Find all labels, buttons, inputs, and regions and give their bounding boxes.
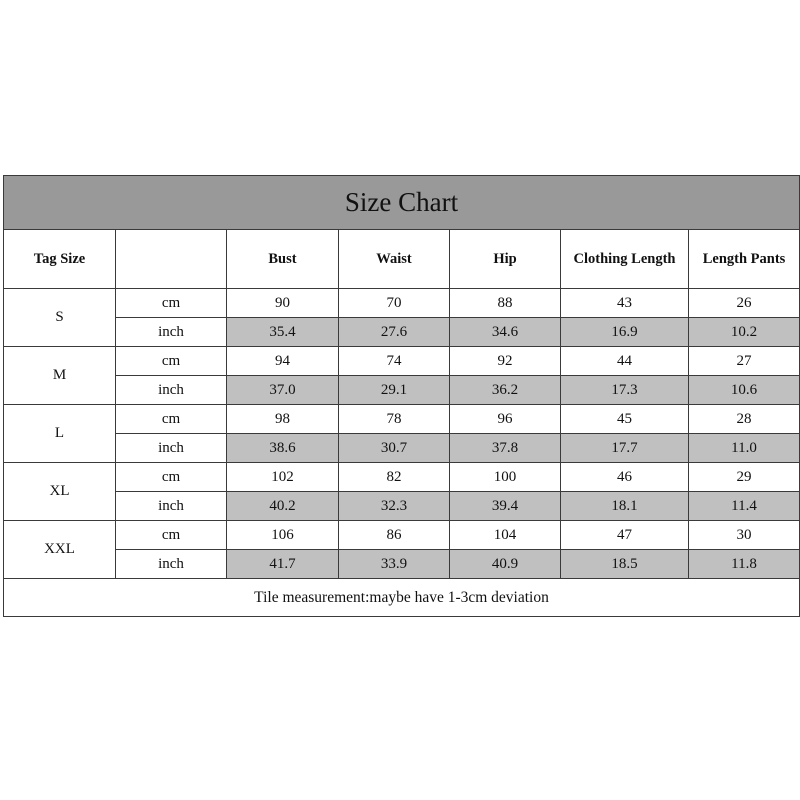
table-row-cm	[4, 347, 800, 376]
header-tag-size: Tag Size	[4, 230, 116, 289]
unit-label: inch	[116, 550, 227, 579]
measurement-cell: 82	[339, 463, 450, 492]
measurement-cell: 17.7	[561, 434, 689, 463]
header-hip: Hip	[450, 230, 561, 289]
tag-size-cell: XL	[4, 463, 116, 521]
measurement-cell: 98	[227, 405, 339, 434]
deviation-note: Tile measurement:maybe have 1-3cm deviation	[4, 579, 800, 617]
chart-title: Size Chart	[4, 176, 800, 230]
measurement-cell: 36.2	[450, 376, 561, 405]
table-row-inch	[4, 318, 800, 347]
measurement-cell: 47	[561, 521, 689, 550]
measurement-cell: 37.0	[227, 376, 339, 405]
measurement-cell: 39.4	[450, 492, 561, 521]
measurement-cell: 102	[227, 463, 339, 492]
measurement-cell: 30.7	[339, 434, 450, 463]
title-row	[4, 176, 800, 230]
header-clothing-length: Clothing Length	[561, 230, 689, 289]
measurement-cell: 106	[227, 521, 339, 550]
unit-label: cm	[116, 463, 227, 492]
measurement-cell: 11.4	[689, 492, 800, 521]
measurement-cell: 88	[450, 289, 561, 318]
measurement-cell: 33.9	[339, 550, 450, 579]
measurement-cell: 11.8	[689, 550, 800, 579]
measurement-cell: 30	[689, 521, 800, 550]
measurement-cell: 34.6	[450, 318, 561, 347]
measurement-cell: 78	[339, 405, 450, 434]
unit-label: inch	[116, 492, 227, 521]
measurement-cell: 10.6	[689, 376, 800, 405]
measurement-cell: 92	[450, 347, 561, 376]
measurement-cell: 27	[689, 347, 800, 376]
measurement-cell: 90	[227, 289, 339, 318]
measurement-cell: 28	[689, 405, 800, 434]
table-row-cm	[4, 463, 800, 492]
table-row-cm	[4, 521, 800, 550]
unit-label: inch	[116, 318, 227, 347]
measurement-cell: 35.4	[227, 318, 339, 347]
measurement-cell: 26	[689, 289, 800, 318]
measurement-cell: 18.5	[561, 550, 689, 579]
measurement-cell: 45	[561, 405, 689, 434]
measurement-cell: 40.9	[450, 550, 561, 579]
unit-label: cm	[116, 347, 227, 376]
tag-size-cell: L	[4, 405, 116, 463]
unit-label: cm	[116, 289, 227, 318]
measurement-cell: 74	[339, 347, 450, 376]
table-row-inch	[4, 492, 800, 521]
measurement-cell: 37.8	[450, 434, 561, 463]
header-length-pants: Length Pants	[689, 230, 800, 289]
tag-size-cell: XXL	[4, 521, 116, 579]
header-unit	[116, 230, 227, 289]
table-row-inch	[4, 434, 800, 463]
unit-label: cm	[116, 521, 227, 550]
measurement-cell: 29.1	[339, 376, 450, 405]
measurement-cell: 96	[450, 405, 561, 434]
measurement-cell: 44	[561, 347, 689, 376]
measurement-cell: 11.0	[689, 434, 800, 463]
measurement-cell: 70	[339, 289, 450, 318]
header-bust: Bust	[227, 230, 339, 289]
measurement-cell: 10.2	[689, 318, 800, 347]
measurement-cell: 43	[561, 289, 689, 318]
measurement-cell: 17.3	[561, 376, 689, 405]
table-row-inch	[4, 550, 800, 579]
measurement-cell: 40.2	[227, 492, 339, 521]
measurement-cell: 46	[561, 463, 689, 492]
measurement-cell: 94	[227, 347, 339, 376]
tag-size-cell: M	[4, 347, 116, 405]
measurement-cell: 41.7	[227, 550, 339, 579]
header-waist: Waist	[339, 230, 450, 289]
header-row	[4, 230, 800, 289]
table-row-cm	[4, 289, 800, 318]
measurement-cell: 27.6	[339, 318, 450, 347]
size-chart-table	[3, 175, 800, 617]
measurement-cell: 32.3	[339, 492, 450, 521]
measurement-cell: 104	[450, 521, 561, 550]
measurement-cell: 29	[689, 463, 800, 492]
measurement-cell: 100	[450, 463, 561, 492]
measurement-cell: 86	[339, 521, 450, 550]
tag-size-cell: S	[4, 289, 116, 347]
unit-label: inch	[116, 376, 227, 405]
measurement-cell: 18.1	[561, 492, 689, 521]
unit-label: cm	[116, 405, 227, 434]
note-row	[4, 579, 800, 617]
table-row-cm	[4, 405, 800, 434]
table-row-inch	[4, 376, 800, 405]
measurement-cell: 38.6	[227, 434, 339, 463]
measurement-cell: 16.9	[561, 318, 689, 347]
unit-label: inch	[116, 434, 227, 463]
